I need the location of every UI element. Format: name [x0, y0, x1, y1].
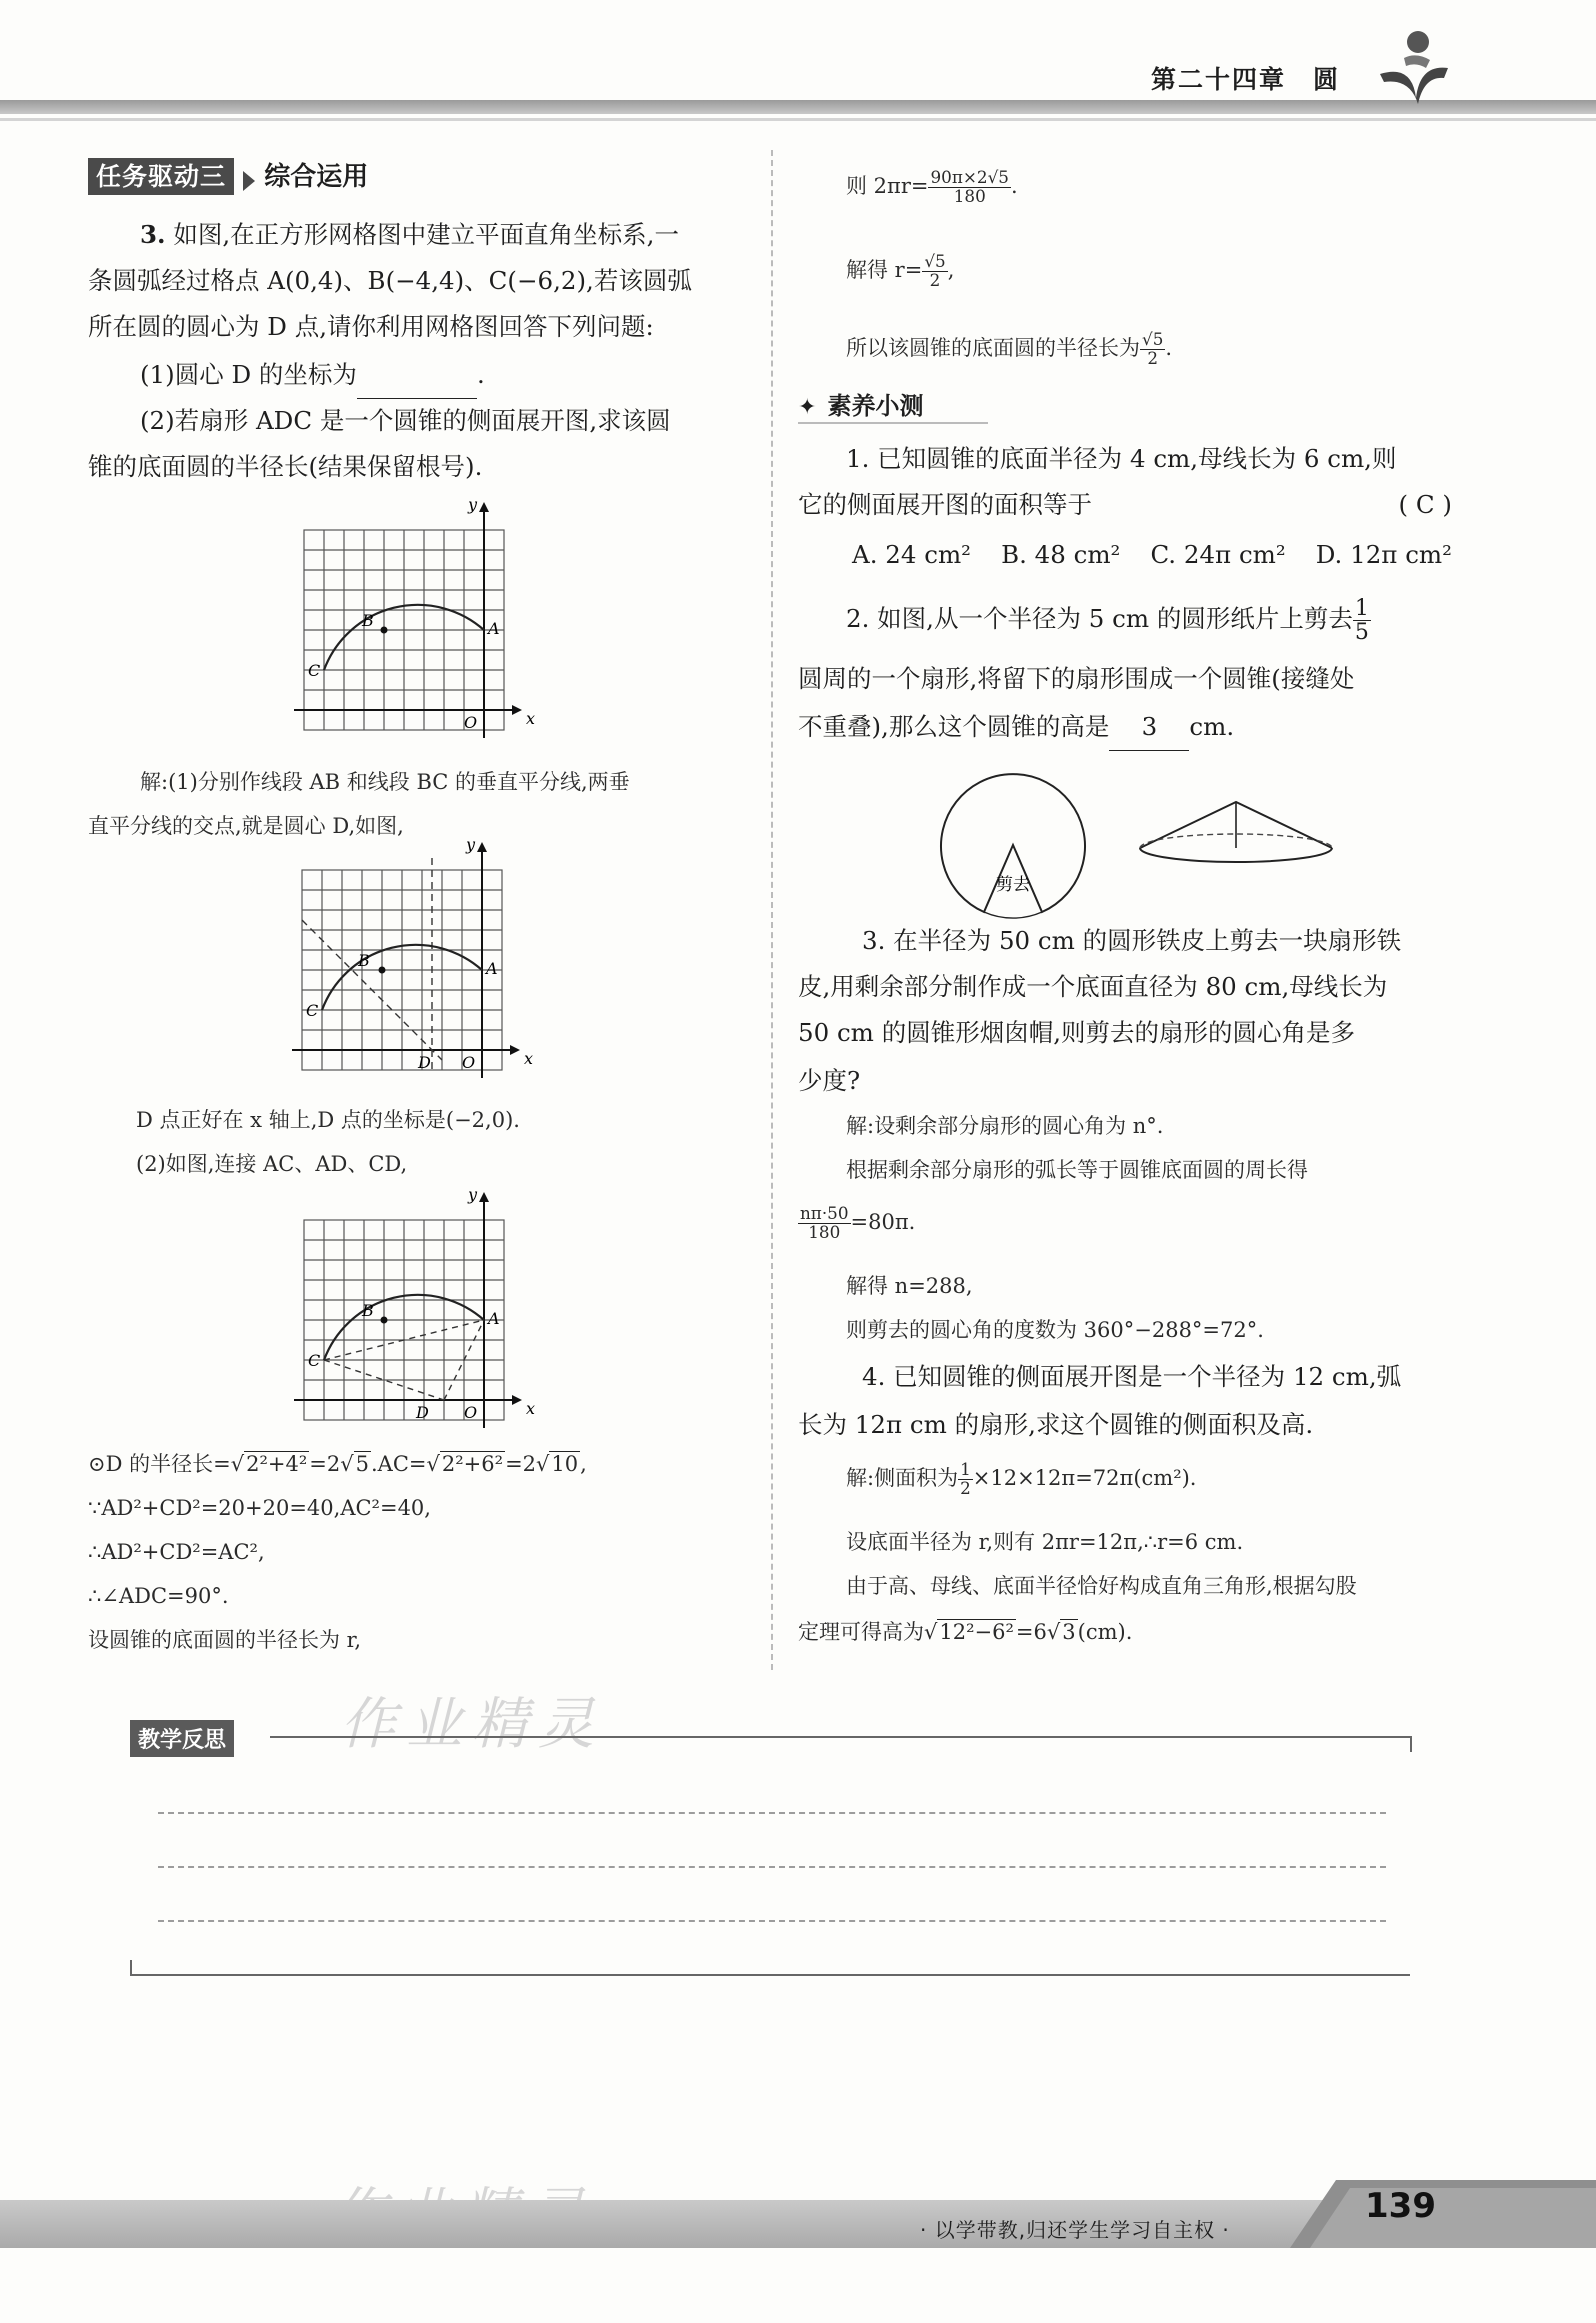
page-number-tab: [1290, 2160, 1596, 2248]
calc1-num: 90π×2√5: [930, 167, 1009, 188]
t3-sol3-num: nπ·50: [800, 1203, 849, 1224]
x-axis-arrow-icon: [512, 1395, 522, 1405]
label-x: x: [526, 709, 536, 728]
label-c: C: [308, 661, 321, 680]
header-band-shadow: [0, 118, 1596, 121]
label-a: A: [486, 959, 498, 978]
q3-part1: [140, 352, 485, 399]
chapter-title: 第二十四章 圆: [1150, 65, 1340, 94]
t1-line1: 1. 已知圆锥的底面半径为 4 cm,母线长为 6 cm,则: [846, 444, 1397, 473]
t1-answer: ( C ): [1398, 490, 1452, 519]
cone-base-front: [1140, 848, 1332, 862]
sol-step2: D 点正好在 x 轴上,D 点的坐标是(−2,0).: [136, 1108, 520, 1132]
sol-step5: ∵AD²+CD²=20+20=40,AC²=40,: [88, 1496, 431, 1520]
calc3-pre: 所以该圆锥的底面圆的半径长为: [846, 336, 1140, 360]
grid-figure-1: [292, 498, 542, 748]
calc2-pre: 解得 r=: [846, 258, 923, 282]
reflection-line-3: [158, 1920, 1386, 1922]
label-y: y: [468, 498, 478, 514]
t1-text2: 它的侧面展开图的面积等于: [798, 490, 1092, 519]
label-a: A: [488, 619, 500, 638]
t4-sol4-end: (cm).: [1077, 1620, 1133, 1644]
label-b: B: [362, 611, 374, 630]
t4-sol1-pre: 解:侧面积为: [846, 1466, 959, 1490]
calc-line1: [846, 164, 1018, 208]
sol4-ac: .AC=: [371, 1452, 427, 1476]
sparkle-icon: ✦: [798, 395, 817, 420]
tag-arrow-icon: [243, 171, 255, 191]
sol-step7: ∴∠ADC=90°.: [88, 1584, 229, 1608]
calc3-num: √5: [1142, 329, 1164, 350]
t1-line2: [798, 482, 1452, 528]
calc1-end: .: [1010, 174, 1018, 198]
label-d: D: [418, 1053, 431, 1072]
t1-option-b: B. 48 cm²: [1001, 540, 1121, 569]
label-a: A: [488, 1309, 500, 1328]
t2-frac-den: 5: [1354, 620, 1369, 645]
cut-circle-figure: [938, 770, 1088, 920]
point-b: [379, 967, 386, 974]
grid-figure-2: [290, 838, 540, 1088]
sol-step1a: 解:(1)分别作线段 AB 和线段 BC 的垂直平分线,两垂: [140, 770, 630, 794]
label-b: B: [362, 1301, 374, 1320]
t4-sol3: 由于高、母线、底面半径恰好构成直角三角形,根据勾股: [846, 1574, 1357, 1598]
t4-sol2: 设底面半径为 r,则有 2πr=12π,∴r=6 cm.: [846, 1530, 1244, 1554]
section-header-left: [88, 156, 368, 193]
t2-answer-blank: 3: [1109, 704, 1189, 751]
t2-line3: [798, 704, 1234, 751]
reflection-corner-bl: [130, 1960, 132, 1974]
calc1-pre: 则 2πr=: [846, 174, 929, 198]
t4-sol1-den: 2: [960, 1478, 971, 1498]
t2-frac-num: 1: [1354, 595, 1369, 621]
reflection-bottom-rule: [130, 1974, 1410, 1976]
reflection-title: 教学反思: [130, 1720, 234, 1757]
grid-figure-3: [292, 1188, 542, 1438]
reflection-top-rule: [270, 1736, 1410, 1738]
label-y: y: [468, 1188, 478, 1204]
t3-sol5: 则剪去的圆心角的度数为 360°−288°=72°.: [846, 1318, 1264, 1342]
sol4-rad3: 2²+6²: [441, 1452, 504, 1476]
label-c: C: [308, 1351, 321, 1370]
label-o: O: [462, 1053, 476, 1072]
label-b: B: [358, 951, 370, 970]
column-divider: [771, 150, 773, 1670]
t3-sol3-den: 180: [808, 1222, 841, 1242]
footer-slogan: · 以学带教,归还学生学习自主权 ·: [920, 2218, 1230, 2242]
sol4-rad4: 10: [551, 1452, 579, 1476]
sol-step8: 设圆锥的底面圆的半径长为 r,: [88, 1628, 362, 1652]
label-o: O: [464, 1403, 478, 1422]
t4-sol4: 定理可得高为√12²−6²=6√3(cm).: [798, 1620, 1133, 1644]
q3-answer-blank: [357, 352, 477, 399]
section-title: 综合运用: [264, 162, 369, 192]
t2-text1: 2. 如图,从一个半径为 5 cm 的圆形纸片上剪去: [846, 604, 1353, 633]
sol-step1b: 直平分线的交点,就是圆心 D,如图,: [88, 814, 404, 838]
q3-line2: 条圆弧经过格点 A(0,4)、B(−4,4)、C(−6,2),若该圆弧: [88, 266, 692, 295]
t3-line1: 3. 在半径为 50 cm 的圆形铁皮上剪去一块扇形铁: [862, 926, 1402, 955]
t3-line2: 皮,用剩余部分制作成一个底面直径为 80 cm,母线长为: [798, 972, 1388, 1001]
header-band: [0, 100, 1596, 114]
reader-logo-icon: [1376, 28, 1450, 106]
reflection-corner-tr: [1410, 1736, 1412, 1752]
cone-figure: [1136, 796, 1336, 866]
sol4-mid2: =2: [505, 1452, 537, 1476]
t4-line2: 长为 12π cm 的扇形,求这个圆锥的侧面积及高.: [798, 1410, 1314, 1439]
t3-line4: 少度?: [798, 1066, 861, 1095]
sol4-rad1: 2²+4²: [246, 1452, 308, 1476]
point-b: [381, 627, 388, 634]
point-b: [381, 1317, 388, 1324]
sol-step4: ⊙D 的半径长=√2²+4²=2√5.AC=√2²+6²=2√10,: [88, 1452, 587, 1476]
y-axis-arrow-icon: [479, 502, 489, 512]
q3-part2a: (2)若扇形 ADC 是一个圆锥的侧面展开图,求该圆: [140, 406, 671, 435]
sol-step3: (2)如图,连接 AC、AD、CD,: [136, 1152, 408, 1176]
calc-line3: [846, 326, 1172, 370]
q3-number: 3.: [140, 220, 166, 249]
q3-part1-text: (1)圆心 D 的坐标为: [140, 360, 357, 389]
sol-step6: ∴AD²+CD²=AC²,: [88, 1540, 265, 1564]
cut-label: 剪去: [996, 875, 1030, 895]
t1-option-c: C. 24π cm²: [1150, 540, 1286, 569]
label-x: x: [526, 1399, 536, 1418]
reflection-line-1: [158, 1812, 1386, 1814]
q3-line3: 所在圆的圆心为 D 点,请你利用网格图回答下列问题:: [88, 312, 654, 341]
calc2-den: 2: [929, 270, 941, 290]
q3-text1: 如图,在正方形网格图中建立平面直角坐标系,一: [173, 220, 679, 249]
sol4-pre: ⊙D 的半径长=: [88, 1452, 231, 1476]
t4-sol4-pre: 定理可得高为: [798, 1620, 924, 1644]
t4-sol1: [846, 1456, 1196, 1500]
label-y: y: [466, 838, 476, 854]
sol4-mid: =2: [309, 1452, 341, 1476]
x-axis-arrow-icon: [512, 705, 522, 715]
t4-sol4-rad2: 3: [1062, 1620, 1076, 1644]
calc-line2: [846, 248, 954, 292]
sol4-rad2: 5: [355, 1452, 369, 1476]
section-title-right: 素养小测: [827, 392, 924, 420]
q3-part1-end: .: [476, 360, 485, 389]
calc3-end: .: [1165, 336, 1173, 360]
t2-line2: 圆周的一个扇形,将留下的扇形围成一个圆锥(接缝处: [798, 664, 1355, 693]
label-x: x: [524, 1049, 534, 1068]
t4-line1: 4. 已知圆锥的侧面展开图是一个半径为 12 cm,弧: [862, 1362, 1402, 1391]
t3-sol3-end: =80π.: [850, 1210, 916, 1234]
t2-unit: cm.: [1189, 712, 1235, 741]
section-header-right: [798, 386, 988, 424]
sol4-end: ,: [580, 1452, 587, 1476]
y-axis-arrow-icon: [477, 842, 487, 852]
calc3-den: 2: [1147, 348, 1159, 368]
t1-option-d: D. 12π cm²: [1315, 540, 1452, 569]
t4-sol1-end: ×12×12π=72π(cm²).: [972, 1466, 1197, 1490]
q3-part2b: 锥的底面圆的半径长(结果保留根号).: [88, 452, 483, 481]
t2-text3: 不重叠),那么这个圆锥的高是: [798, 712, 1110, 741]
t3-line3: 50 cm 的圆锥形烟囱帽,则剪去的扇形的圆心角是多: [798, 1018, 1355, 1047]
y-axis-arrow-icon: [479, 1192, 489, 1202]
t3-sol4: 解得 n=288,: [846, 1274, 973, 1298]
calc2-num: √5: [924, 251, 946, 272]
calc2-end: ,: [947, 258, 955, 282]
q3-line1: [140, 212, 679, 258]
t4-sol4-mid: =6: [1015, 1620, 1047, 1644]
label-c: C: [306, 1001, 319, 1020]
page-number: 139: [1365, 2186, 1436, 2226]
label-o: O: [464, 713, 478, 732]
calc1-den: 180: [953, 186, 986, 206]
t4-sol1-num: 1: [960, 1459, 971, 1480]
reflection-line-2: [158, 1866, 1386, 1868]
x-axis-arrow-icon: [510, 1045, 520, 1055]
t1-option-a: A. 24 cm²: [852, 540, 972, 569]
t1-options: [852, 532, 1452, 578]
section-tag: 任务驱动三: [88, 158, 234, 195]
t3-sol3: [798, 1200, 915, 1244]
t3-sol2: 根据剩余部分扇形的弧长等于圆锥底面圆的周长得: [846, 1158, 1308, 1182]
t4-sol4-rad: 12²−6²: [939, 1620, 1014, 1644]
watermark-top: 作业精灵: [340, 1692, 604, 1757]
t3-sol1: 解:设剩余部分扇形的圆心角为 n°.: [846, 1114, 1164, 1138]
label-d: D: [416, 1403, 429, 1422]
t2-line1: [846, 596, 1371, 644]
